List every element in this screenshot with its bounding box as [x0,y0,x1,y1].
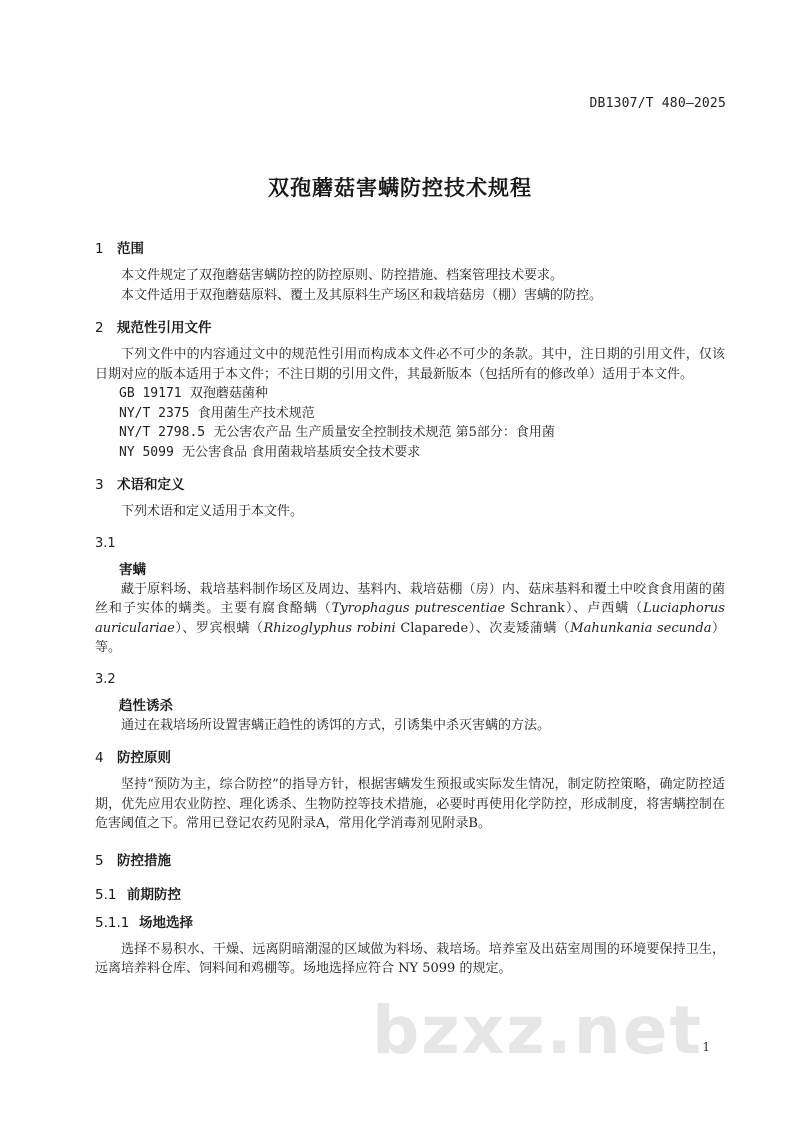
paragraph: 选择不易积水、干燥、远离阴暗潮湿的区域做为料场、栽培场。培养室及出菇室周围的环境要保持卫生，远离培养料仓库、饲料间和鸡棚等。场地选择应符合 NY 5099 的规定。 [95,941,725,976]
reference-code: NY/T 2375 [119,405,190,421]
reference-name: 双孢蘑菇菌种 [189,386,268,401]
section-title: 规范性引用文件 [117,320,212,336]
term-definition: 藏于原料场、栽培基料制作场区及周边、基料内、栽培菇棚（房）内、菇床基料和覆土中咬食食用菌的菌丝和子实体的螨类。主要有腐食酪螨（Tyrophagus putrescentiae Schrank）、卢西螨（Luciaphorus auriculariae）、罗宾根螨（Rhizoglyphus robini Claparede）、次麦矮蒲螨（Mahunkania secunda）等。 [95,581,725,655]
term-definition: 通过在栽培场所设置害螨正趋性的诱饵的方式，引诱集中杀灭害螨的方法。 [121,717,551,733]
section-number: 3 [95,477,104,493]
section-title: 防控原则 [117,750,171,766]
reference-code: NY/T 2798.5 [119,425,206,440]
document-title: 双孢蘑菇害螨防控技术规程 [268,176,532,200]
reference-name: 无公害食品 食用菌栽培基质安全技术要求 [182,444,421,460]
page-number: 1 [702,1040,710,1054]
document-body [95,238,725,979]
reference-name: 无公害农产品 生产质量安全控制技术规范 第5部分：食用菌 [213,425,555,440]
species-name: Rhizoglyphus robini [263,620,396,636]
section-number: 2 [95,320,104,336]
subsection-number: 5.1 [95,886,117,903]
subsubsection-title: 场地选择 [139,914,193,931]
reference-item [119,443,725,463]
term-name: 趋性诱杀 [119,697,173,714]
reference-item [119,384,725,404]
paragraph: 下列文件中的内容通过文中的规范性引用而构成本文件必不可少的条款。其中，注日期的引用文件，仅该日期对应的版本适用于本文件；不注日期的引用文件，其最新版本（包括所有的修改单）适用于本文件。 [95,347,725,382]
term-name: 害螨 [119,561,146,578]
section-number: 1 [95,241,104,257]
reference-code: GB 19171 [119,386,182,401]
paragraph: 坚持“预防为主，综合防控”的指导方针，根据害螨发生预报或实际发生情况，制定防控策略，确定防控适期，优先应用农业防控、理化诱杀、生物防控等技术措施，必要时再使用化学防控，形成制度，将害螨控制在危害阈值之下。常用已登记农药见附录A，常用化学消毒剂见附录B。 [95,777,725,831]
reference-code: NY 5099 [119,444,174,460]
term-number: 3.1 [95,535,116,551]
reference-item [119,404,725,424]
species-name: Luciaphorus auriculariae [95,601,725,636]
species-name: Mahunkania secunda [570,620,712,636]
reference-name: 食用菌生产技术规范 [197,405,315,421]
section-title: 术语和定义 [117,477,185,493]
subsection-title: 前期防控 [127,886,181,903]
section-title: 范围 [117,241,144,257]
section-heading-measures [95,850,725,872]
subsubsection-number: 5.1.1 [95,914,130,931]
paragraph: 本文件规定了双孢蘑菇害螨防控的防控原则、防控措施、档案管理技术要求。 [121,268,564,283]
subsection-heading [95,884,725,906]
document-number: DB1307/T 480—2025 [589,96,726,111]
section-title: 防控措施 [117,852,171,869]
paragraph: 本文件适用于双孢蘑菇原料、覆土及其原料生产场区和栽培菇房（棚）害螨的防控。 [121,287,603,303]
subsubsection-heading [95,912,725,934]
reference-item [119,423,725,443]
section-heading-principles [95,747,725,769]
section-heading-scope [95,238,725,260]
watermark: bzxz.net [372,992,704,1069]
section-heading-normative-references [95,317,725,339]
section-number: 5 [95,852,104,869]
species-name: Tyrophagus putrescentiae [331,601,506,616]
term-number: 3.2 [95,671,116,687]
paragraph: 下列术语和定义适用于本文件。 [121,504,304,519]
section-heading-terms [95,474,725,496]
section-number: 4 [95,750,104,766]
